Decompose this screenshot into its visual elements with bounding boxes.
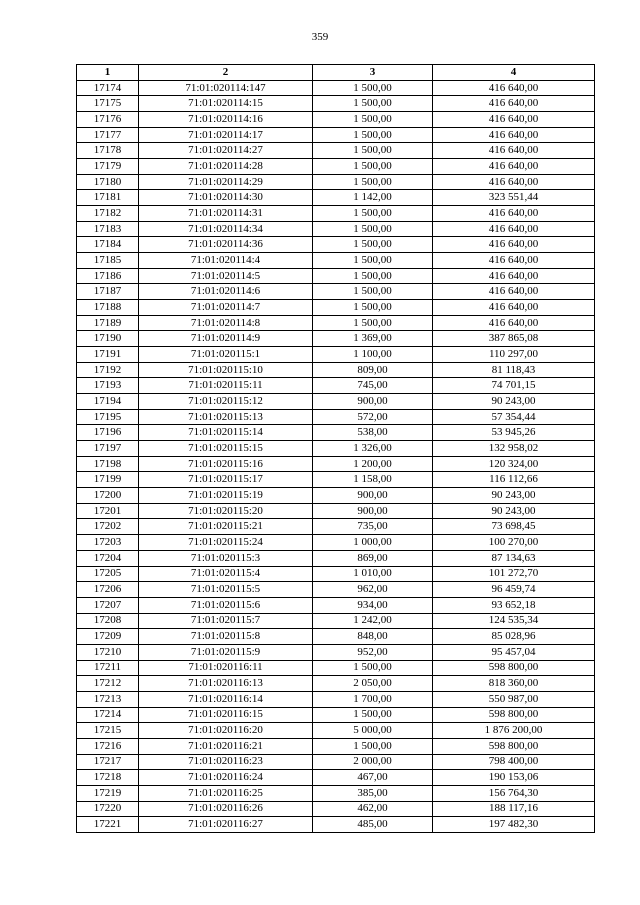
table-row bbox=[77, 409, 595, 425]
table-row bbox=[77, 535, 595, 551]
value-cell: 416 640,00 bbox=[433, 143, 595, 159]
area-cell: 2 000,00 bbox=[313, 754, 433, 770]
row-number-cell: 17211 bbox=[77, 660, 139, 676]
cadastral-number-cell: 71:01:020114:29 bbox=[139, 174, 313, 190]
row-number-cell: 17182 bbox=[77, 206, 139, 222]
cadastral-number-cell: 71:01:020115:5 bbox=[139, 582, 313, 598]
area-cell: 1 200,00 bbox=[313, 456, 433, 472]
page-number: 359 bbox=[311, 31, 329, 43]
cadastral-number-cell: 71:01:020115:6 bbox=[139, 597, 313, 613]
value-cell: 74 701,15 bbox=[433, 378, 595, 394]
row-number-cell: 17217 bbox=[77, 754, 139, 770]
cadastral-number-cell: 71:01:020115:17 bbox=[139, 472, 313, 488]
cadastre-table bbox=[76, 64, 595, 833]
row-number-cell: 17196 bbox=[77, 425, 139, 441]
value-cell: 598 800,00 bbox=[433, 660, 595, 676]
row-number-cell: 17186 bbox=[77, 268, 139, 284]
table-row bbox=[77, 801, 595, 817]
cadastral-number-cell: 71:01:020115:3 bbox=[139, 550, 313, 566]
value-cell: 416 640,00 bbox=[433, 127, 595, 143]
value-cell: 110 297,00 bbox=[433, 347, 595, 363]
table-row bbox=[77, 676, 595, 692]
area-cell: 2 050,00 bbox=[313, 676, 433, 692]
cadastral-number-cell: 71:01:020114:27 bbox=[139, 143, 313, 159]
area-cell: 1 158,00 bbox=[313, 472, 433, 488]
row-number-cell: 17215 bbox=[77, 723, 139, 739]
table-row bbox=[77, 315, 595, 331]
value-cell: 416 640,00 bbox=[433, 159, 595, 175]
row-number-cell: 17191 bbox=[77, 347, 139, 363]
row-number-cell: 17201 bbox=[77, 503, 139, 519]
row-number-cell: 17219 bbox=[77, 785, 139, 801]
cadastral-number-cell: 71:01:020114:31 bbox=[139, 206, 313, 222]
value-cell: 120 324,00 bbox=[433, 456, 595, 472]
cadastral-number-cell: 71:01:020116:26 bbox=[139, 801, 313, 817]
value-cell: 116 112,66 bbox=[433, 472, 595, 488]
area-cell: 385,00 bbox=[313, 785, 433, 801]
table-header-row bbox=[77, 65, 595, 81]
cadastral-number-cell: 71:01:020114:28 bbox=[139, 159, 313, 175]
value-cell: 416 640,00 bbox=[433, 96, 595, 112]
cadastral-number-cell: 71:01:020114:7 bbox=[139, 300, 313, 316]
value-cell: 132 958,02 bbox=[433, 441, 595, 457]
cadastral-number-cell: 71:01:020114:16 bbox=[139, 112, 313, 128]
row-number-cell: 17183 bbox=[77, 221, 139, 237]
area-cell: 1 500,00 bbox=[313, 300, 433, 316]
row-number-cell: 17206 bbox=[77, 582, 139, 598]
row-number-cell: 17181 bbox=[77, 190, 139, 206]
cadastral-number-cell: 71:01:020115:8 bbox=[139, 629, 313, 645]
value-cell: 197 482,30 bbox=[433, 817, 595, 833]
table-row bbox=[77, 190, 595, 206]
column-header-4: 4 bbox=[433, 65, 595, 81]
area-cell: 1 369,00 bbox=[313, 331, 433, 347]
cadastral-number-cell: 71:01:020115:20 bbox=[139, 503, 313, 519]
table-row bbox=[77, 174, 595, 190]
table-row bbox=[77, 112, 595, 128]
cadastral-number-cell: 71:01:020115:4 bbox=[139, 566, 313, 582]
area-cell: 1 500,00 bbox=[313, 206, 433, 222]
value-cell: 73 698,45 bbox=[433, 519, 595, 535]
value-cell: 188 117,16 bbox=[433, 801, 595, 817]
area-cell: 962,00 bbox=[313, 582, 433, 598]
area-cell: 900,00 bbox=[313, 503, 433, 519]
row-number-cell: 17187 bbox=[77, 284, 139, 300]
value-cell: 818 360,00 bbox=[433, 676, 595, 692]
row-number-cell: 17193 bbox=[77, 378, 139, 394]
table-row bbox=[77, 582, 595, 598]
area-cell: 572,00 bbox=[313, 409, 433, 425]
cadastral-number-cell: 71:01:020115:21 bbox=[139, 519, 313, 535]
cadastral-number-cell: 71:01:020115:15 bbox=[139, 441, 313, 457]
area-cell: 1 326,00 bbox=[313, 441, 433, 457]
cadastral-number-cell: 71:01:020116:11 bbox=[139, 660, 313, 676]
row-number-cell: 17188 bbox=[77, 300, 139, 316]
area-cell: 1 010,00 bbox=[313, 566, 433, 582]
table-row bbox=[77, 503, 595, 519]
table-row bbox=[77, 519, 595, 535]
table-row bbox=[77, 723, 595, 739]
cadastral-number-cell: 71:01:020114:4 bbox=[139, 253, 313, 269]
cadastral-number-cell: 71:01:020116:21 bbox=[139, 738, 313, 754]
value-cell: 81 118,43 bbox=[433, 362, 595, 378]
area-cell: 1 500,00 bbox=[313, 174, 433, 190]
table-row bbox=[77, 378, 595, 394]
cadastral-number-cell: 71:01:020115:19 bbox=[139, 488, 313, 504]
cadastral-number-cell: 71:01:020116:27 bbox=[139, 817, 313, 833]
row-number-cell: 17192 bbox=[77, 362, 139, 378]
area-cell: 5 000,00 bbox=[313, 723, 433, 739]
value-cell: 100 270,00 bbox=[433, 535, 595, 551]
cadastral-number-cell: 71:01:020116:13 bbox=[139, 676, 313, 692]
value-cell: 416 640,00 bbox=[433, 221, 595, 237]
value-cell: 323 551,44 bbox=[433, 190, 595, 206]
row-number-cell: 17205 bbox=[77, 566, 139, 582]
area-cell: 1 000,00 bbox=[313, 535, 433, 551]
table-row bbox=[77, 660, 595, 676]
area-cell: 869,00 bbox=[313, 550, 433, 566]
table-row bbox=[77, 268, 595, 284]
table-row bbox=[77, 331, 595, 347]
row-number-cell: 17179 bbox=[77, 159, 139, 175]
row-number-cell: 17190 bbox=[77, 331, 139, 347]
row-number-cell: 17208 bbox=[77, 613, 139, 629]
table-row bbox=[77, 80, 595, 96]
cadastral-number-cell: 71:01:020114:6 bbox=[139, 284, 313, 300]
value-cell: 101 272,70 bbox=[433, 566, 595, 582]
value-cell: 550 987,00 bbox=[433, 691, 595, 707]
area-cell: 467,00 bbox=[313, 770, 433, 786]
area-cell: 485,00 bbox=[313, 817, 433, 833]
value-cell: 90 243,00 bbox=[433, 394, 595, 410]
cadastral-number-cell: 71:01:020115:14 bbox=[139, 425, 313, 441]
table-row bbox=[77, 456, 595, 472]
cadastral-number-cell: 71:01:020115:24 bbox=[139, 535, 313, 551]
area-cell: 952,00 bbox=[313, 644, 433, 660]
area-cell: 900,00 bbox=[313, 488, 433, 504]
table-row bbox=[77, 754, 595, 770]
value-cell: 96 459,74 bbox=[433, 582, 595, 598]
value-cell: 85 028,96 bbox=[433, 629, 595, 645]
cadastral-number-cell: 71:01:020115:12 bbox=[139, 394, 313, 410]
row-number-cell: 17174 bbox=[77, 80, 139, 96]
row-number-cell: 17204 bbox=[77, 550, 139, 566]
table-row bbox=[77, 362, 595, 378]
value-cell: 53 945,26 bbox=[433, 425, 595, 441]
value-cell: 416 640,00 bbox=[433, 253, 595, 269]
cadastral-number-cell: 71:01:020115:9 bbox=[139, 644, 313, 660]
cadastral-number-cell: 71:01:020115:7 bbox=[139, 613, 313, 629]
cadastral-number-cell: 71:01:020115:13 bbox=[139, 409, 313, 425]
value-cell: 416 640,00 bbox=[433, 206, 595, 222]
cadastral-number-cell: 71:01:020116:24 bbox=[139, 770, 313, 786]
value-cell: 416 640,00 bbox=[433, 315, 595, 331]
cadastral-number-cell: 71:01:020116:15 bbox=[139, 707, 313, 723]
table-row bbox=[77, 738, 595, 754]
row-number-cell: 17207 bbox=[77, 597, 139, 613]
area-cell: 848,00 bbox=[313, 629, 433, 645]
value-cell: 798 400,00 bbox=[433, 754, 595, 770]
value-cell: 95 457,04 bbox=[433, 644, 595, 660]
row-number-cell: 17180 bbox=[77, 174, 139, 190]
table-row bbox=[77, 206, 595, 222]
table-row bbox=[77, 253, 595, 269]
area-cell: 1 500,00 bbox=[313, 707, 433, 723]
row-number-cell: 17176 bbox=[77, 112, 139, 128]
cadastral-number-cell: 71:01:020114:147 bbox=[139, 80, 313, 96]
table-row bbox=[77, 284, 595, 300]
area-cell: 1 500,00 bbox=[313, 268, 433, 284]
row-number-cell: 17210 bbox=[77, 644, 139, 660]
row-number-cell: 17194 bbox=[77, 394, 139, 410]
table-row bbox=[77, 425, 595, 441]
value-cell: 416 640,00 bbox=[433, 80, 595, 96]
area-cell: 1 500,00 bbox=[313, 237, 433, 253]
table-row bbox=[77, 127, 595, 143]
cadastral-number-cell: 71:01:020115:1 bbox=[139, 347, 313, 363]
value-cell: 416 640,00 bbox=[433, 237, 595, 253]
table-row bbox=[77, 143, 595, 159]
value-cell: 124 535,34 bbox=[433, 613, 595, 629]
row-number-cell: 17177 bbox=[77, 127, 139, 143]
cadastral-number-cell: 71:01:020116:14 bbox=[139, 691, 313, 707]
value-cell: 416 640,00 bbox=[433, 268, 595, 284]
area-cell: 1 500,00 bbox=[313, 315, 433, 331]
row-number-cell: 17221 bbox=[77, 817, 139, 833]
table-row bbox=[77, 221, 595, 237]
table-row bbox=[77, 691, 595, 707]
cadastral-number-cell: 71:01:020114:30 bbox=[139, 190, 313, 206]
area-cell: 745,00 bbox=[313, 378, 433, 394]
area-cell: 735,00 bbox=[313, 519, 433, 535]
value-cell: 1 876 200,00 bbox=[433, 723, 595, 739]
cadastral-number-cell: 71:01:020116:20 bbox=[139, 723, 313, 739]
area-cell: 1 142,00 bbox=[313, 190, 433, 206]
cadastral-number-cell: 71:01:020114:5 bbox=[139, 268, 313, 284]
area-cell: 900,00 bbox=[313, 394, 433, 410]
row-number-cell: 17214 bbox=[77, 707, 139, 723]
value-cell: 416 640,00 bbox=[433, 112, 595, 128]
row-number-cell: 17203 bbox=[77, 535, 139, 551]
cadastral-number-cell: 71:01:020114:17 bbox=[139, 127, 313, 143]
table-row bbox=[77, 629, 595, 645]
value-cell: 87 134,63 bbox=[433, 550, 595, 566]
area-cell: 538,00 bbox=[313, 425, 433, 441]
row-number-cell: 17218 bbox=[77, 770, 139, 786]
value-cell: 416 640,00 bbox=[433, 300, 595, 316]
area-cell: 1 500,00 bbox=[313, 738, 433, 754]
area-cell: 1 500,00 bbox=[313, 80, 433, 96]
row-number-cell: 17197 bbox=[77, 441, 139, 457]
area-cell: 809,00 bbox=[313, 362, 433, 378]
table-row bbox=[77, 550, 595, 566]
value-cell: 387 865,08 bbox=[433, 331, 595, 347]
row-number-cell: 17189 bbox=[77, 315, 139, 331]
value-cell: 190 153,06 bbox=[433, 770, 595, 786]
row-number-cell: 17195 bbox=[77, 409, 139, 425]
area-cell: 934,00 bbox=[313, 597, 433, 613]
area-cell: 462,00 bbox=[313, 801, 433, 817]
value-cell: 156 764,30 bbox=[433, 785, 595, 801]
cadastral-number-cell: 71:01:020115:10 bbox=[139, 362, 313, 378]
area-cell: 1 500,00 bbox=[313, 253, 433, 269]
table-row bbox=[77, 817, 595, 833]
row-number-cell: 17185 bbox=[77, 253, 139, 269]
table-row bbox=[77, 770, 595, 786]
table-row bbox=[77, 644, 595, 660]
cadastral-number-cell: 71:01:020114:36 bbox=[139, 237, 313, 253]
row-number-cell: 17198 bbox=[77, 456, 139, 472]
area-cell: 1 500,00 bbox=[313, 143, 433, 159]
area-cell: 1 700,00 bbox=[313, 691, 433, 707]
table-row bbox=[77, 785, 595, 801]
cadastral-number-cell: 71:01:020114:8 bbox=[139, 315, 313, 331]
value-cell: 598 800,00 bbox=[433, 707, 595, 723]
value-cell: 90 243,00 bbox=[433, 503, 595, 519]
table-row bbox=[77, 300, 595, 316]
value-cell: 416 640,00 bbox=[433, 174, 595, 190]
area-cell: 1 500,00 bbox=[313, 159, 433, 175]
cadastral-number-cell: 71:01:020114:34 bbox=[139, 221, 313, 237]
table-row bbox=[77, 488, 595, 504]
row-number-cell: 17184 bbox=[77, 237, 139, 253]
table-row bbox=[77, 347, 595, 363]
value-cell: 90 243,00 bbox=[433, 488, 595, 504]
row-number-cell: 17178 bbox=[77, 143, 139, 159]
area-cell: 1 500,00 bbox=[313, 284, 433, 300]
row-number-cell: 17200 bbox=[77, 488, 139, 504]
value-cell: 57 354,44 bbox=[433, 409, 595, 425]
row-number-cell: 17213 bbox=[77, 691, 139, 707]
area-cell: 1 500,00 bbox=[313, 96, 433, 112]
table-row bbox=[77, 96, 595, 112]
table-row bbox=[77, 566, 595, 582]
table-row bbox=[77, 159, 595, 175]
row-number-cell: 17212 bbox=[77, 676, 139, 692]
cadastral-number-cell: 71:01:020114:9 bbox=[139, 331, 313, 347]
table-row bbox=[77, 472, 595, 488]
row-number-cell: 17175 bbox=[77, 96, 139, 112]
area-cell: 1 500,00 bbox=[313, 112, 433, 128]
cadastral-number-cell: 71:01:020114:15 bbox=[139, 96, 313, 112]
table-row bbox=[77, 707, 595, 723]
area-cell: 1 500,00 bbox=[313, 221, 433, 237]
table-row bbox=[77, 597, 595, 613]
area-cell: 1 500,00 bbox=[313, 127, 433, 143]
area-cell: 1 242,00 bbox=[313, 613, 433, 629]
column-header-1: 1 bbox=[77, 65, 139, 81]
row-number-cell: 17199 bbox=[77, 472, 139, 488]
row-number-cell: 17220 bbox=[77, 801, 139, 817]
table-row bbox=[77, 394, 595, 410]
row-number-cell: 17209 bbox=[77, 629, 139, 645]
table-body bbox=[77, 80, 595, 832]
area-cell: 1 500,00 bbox=[313, 660, 433, 676]
table-row bbox=[77, 237, 595, 253]
cadastral-number-cell: 71:01:020116:23 bbox=[139, 754, 313, 770]
value-cell: 93 652,18 bbox=[433, 597, 595, 613]
area-cell: 1 100,00 bbox=[313, 347, 433, 363]
value-cell: 416 640,00 bbox=[433, 284, 595, 300]
table-row bbox=[77, 441, 595, 457]
column-header-3: 3 bbox=[313, 65, 433, 81]
cadastral-number-cell: 71:01:020115:11 bbox=[139, 378, 313, 394]
column-header-2: 2 bbox=[139, 65, 313, 81]
cadastral-number-cell: 71:01:020115:16 bbox=[139, 456, 313, 472]
value-cell: 598 800,00 bbox=[433, 738, 595, 754]
row-number-cell: 17216 bbox=[77, 738, 139, 754]
cadastral-number-cell: 71:01:020116:25 bbox=[139, 785, 313, 801]
table-row bbox=[77, 613, 595, 629]
row-number-cell: 17202 bbox=[77, 519, 139, 535]
